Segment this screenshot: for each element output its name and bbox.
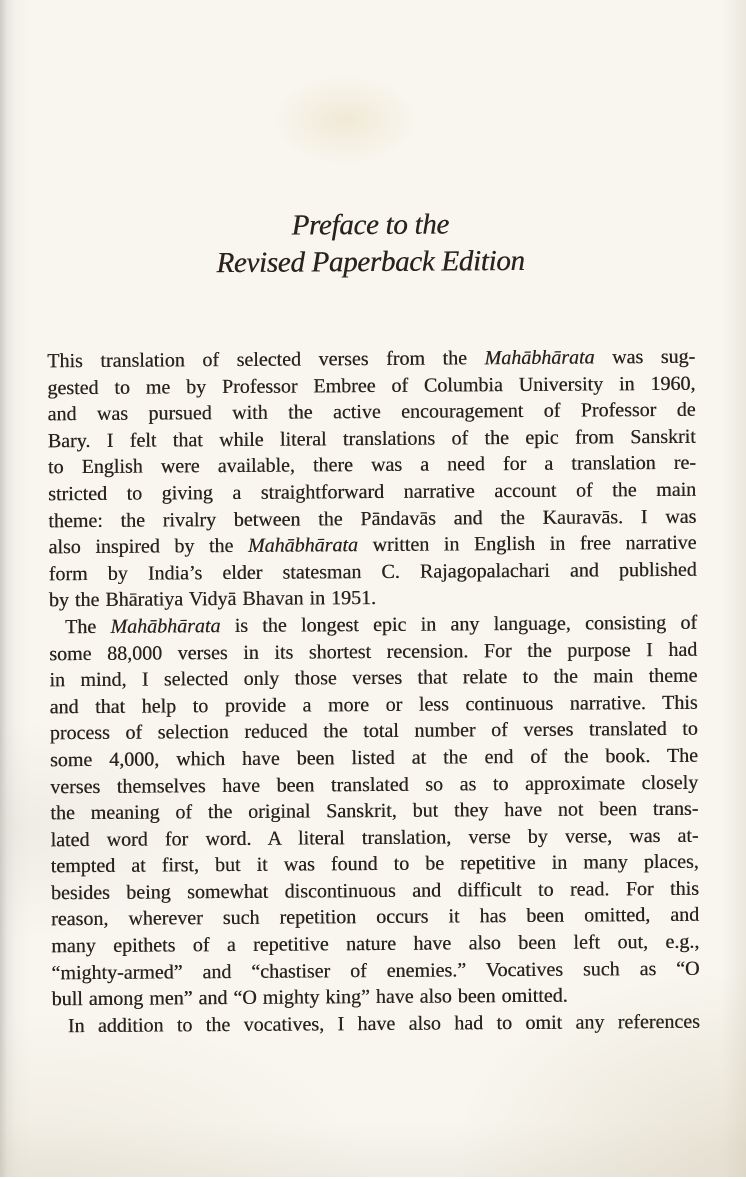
text-line bbox=[49, 610, 697, 641]
text-segment: The bbox=[64, 615, 111, 639]
title-line-2: Revised Paperback Edition bbox=[216, 244, 525, 280]
text-segment: some 4,000, which have been listed at the end of the book. The bbox=[49, 744, 699, 772]
text-segment: tempted at first, but it was found to be repetitive in many places, bbox=[50, 851, 699, 878]
text-segment: lated word for word. A literal translation, verse by verse, was at- bbox=[50, 824, 699, 851]
text-segment: form by India’s elder statesman C. Rajagopalachari and published bbox=[48, 558, 697, 586]
text-segment: This translation of selected verses from the bbox=[47, 347, 485, 373]
text-line bbox=[52, 1009, 700, 1040]
text-segment: in mind, I selected only those verses that relate to the main theme bbox=[49, 664, 698, 692]
italic-text: Mahābhārata bbox=[110, 615, 221, 638]
text-segment: verses themselves have been translated so as to approximate closely bbox=[50, 771, 699, 798]
text-segment: process of selection reduced the total number of verses translated to bbox=[49, 718, 698, 745]
text-segment: also inspired by the bbox=[48, 535, 249, 559]
text-segment: “mighty-armed” and “chastiser of enemies.” Vocatives such as “O bbox=[51, 957, 700, 984]
text-segment: is the longest epic in any language, consisting of bbox=[220, 611, 698, 638]
text-line bbox=[50, 743, 698, 774]
text-segment: stricted to giving a straightforward narrative account of the main bbox=[48, 478, 697, 506]
italic-text: Mahābhārata bbox=[247, 534, 359, 558]
text-line bbox=[50, 796, 698, 827]
preface-body bbox=[47, 344, 700, 1040]
text-segment: by the Bhāratiya Vidyā Bhavan in 1951. bbox=[48, 587, 377, 612]
text-segment: and that help to provide a more or less continuous narrative. This bbox=[49, 691, 698, 718]
text-segment: was sug- bbox=[594, 345, 696, 369]
text-segment: besides being somewhat discontinuous and difficult to read. For this bbox=[50, 877, 699, 905]
text-segment: Bary. I felt that while literal translations of the epic from Sanskrit bbox=[47, 425, 696, 453]
text-line bbox=[47, 344, 695, 375]
text-segment: bull among men” and “O mighty king” have also been omitted. bbox=[51, 984, 568, 1011]
paragraph bbox=[47, 344, 697, 614]
text-line bbox=[48, 477, 696, 508]
text-segment: some 88,000 verses in its shortest recension. For the purpose I had bbox=[49, 638, 698, 665]
text-line bbox=[51, 929, 699, 960]
text-line bbox=[49, 663, 697, 694]
title-line-1: Preface to the bbox=[291, 208, 450, 242]
paragraph bbox=[52, 1009, 700, 1040]
text-segment: and was pursued with the active encouragement of Professor de bbox=[47, 398, 696, 426]
text-segment: gested to me by Professor Embree of Columbia University in 1960, bbox=[47, 372, 696, 399]
text-line bbox=[51, 955, 699, 986]
text-segment: reason, wherever such repetition occurs it has been omitted, and bbox=[51, 904, 700, 931]
text-segment: written in English in free narrative bbox=[357, 531, 697, 557]
text-segment: In addition to the vocatives, I have also had to omit any references bbox=[67, 1010, 700, 1037]
italic-text: Mahābhārata bbox=[484, 346, 595, 370]
chapter-title bbox=[46, 205, 695, 284]
text-line bbox=[48, 530, 696, 561]
text-segment: the meaning of the original Sanskrit, but they have not been trans- bbox=[50, 797, 699, 825]
text-segment: to English were available, there was a need for a translation re- bbox=[47, 452, 696, 479]
text-segment: theme: the rivalry between the Pāndavās and the Kauravās. I was bbox=[48, 505, 697, 532]
text-segment: many epithets of a repetitive nature have also been left out, e.g., bbox=[51, 930, 700, 958]
paragraph bbox=[49, 610, 700, 1013]
page-content bbox=[45, 0, 701, 1179]
text-line bbox=[47, 397, 695, 428]
text-line bbox=[49, 556, 697, 587]
